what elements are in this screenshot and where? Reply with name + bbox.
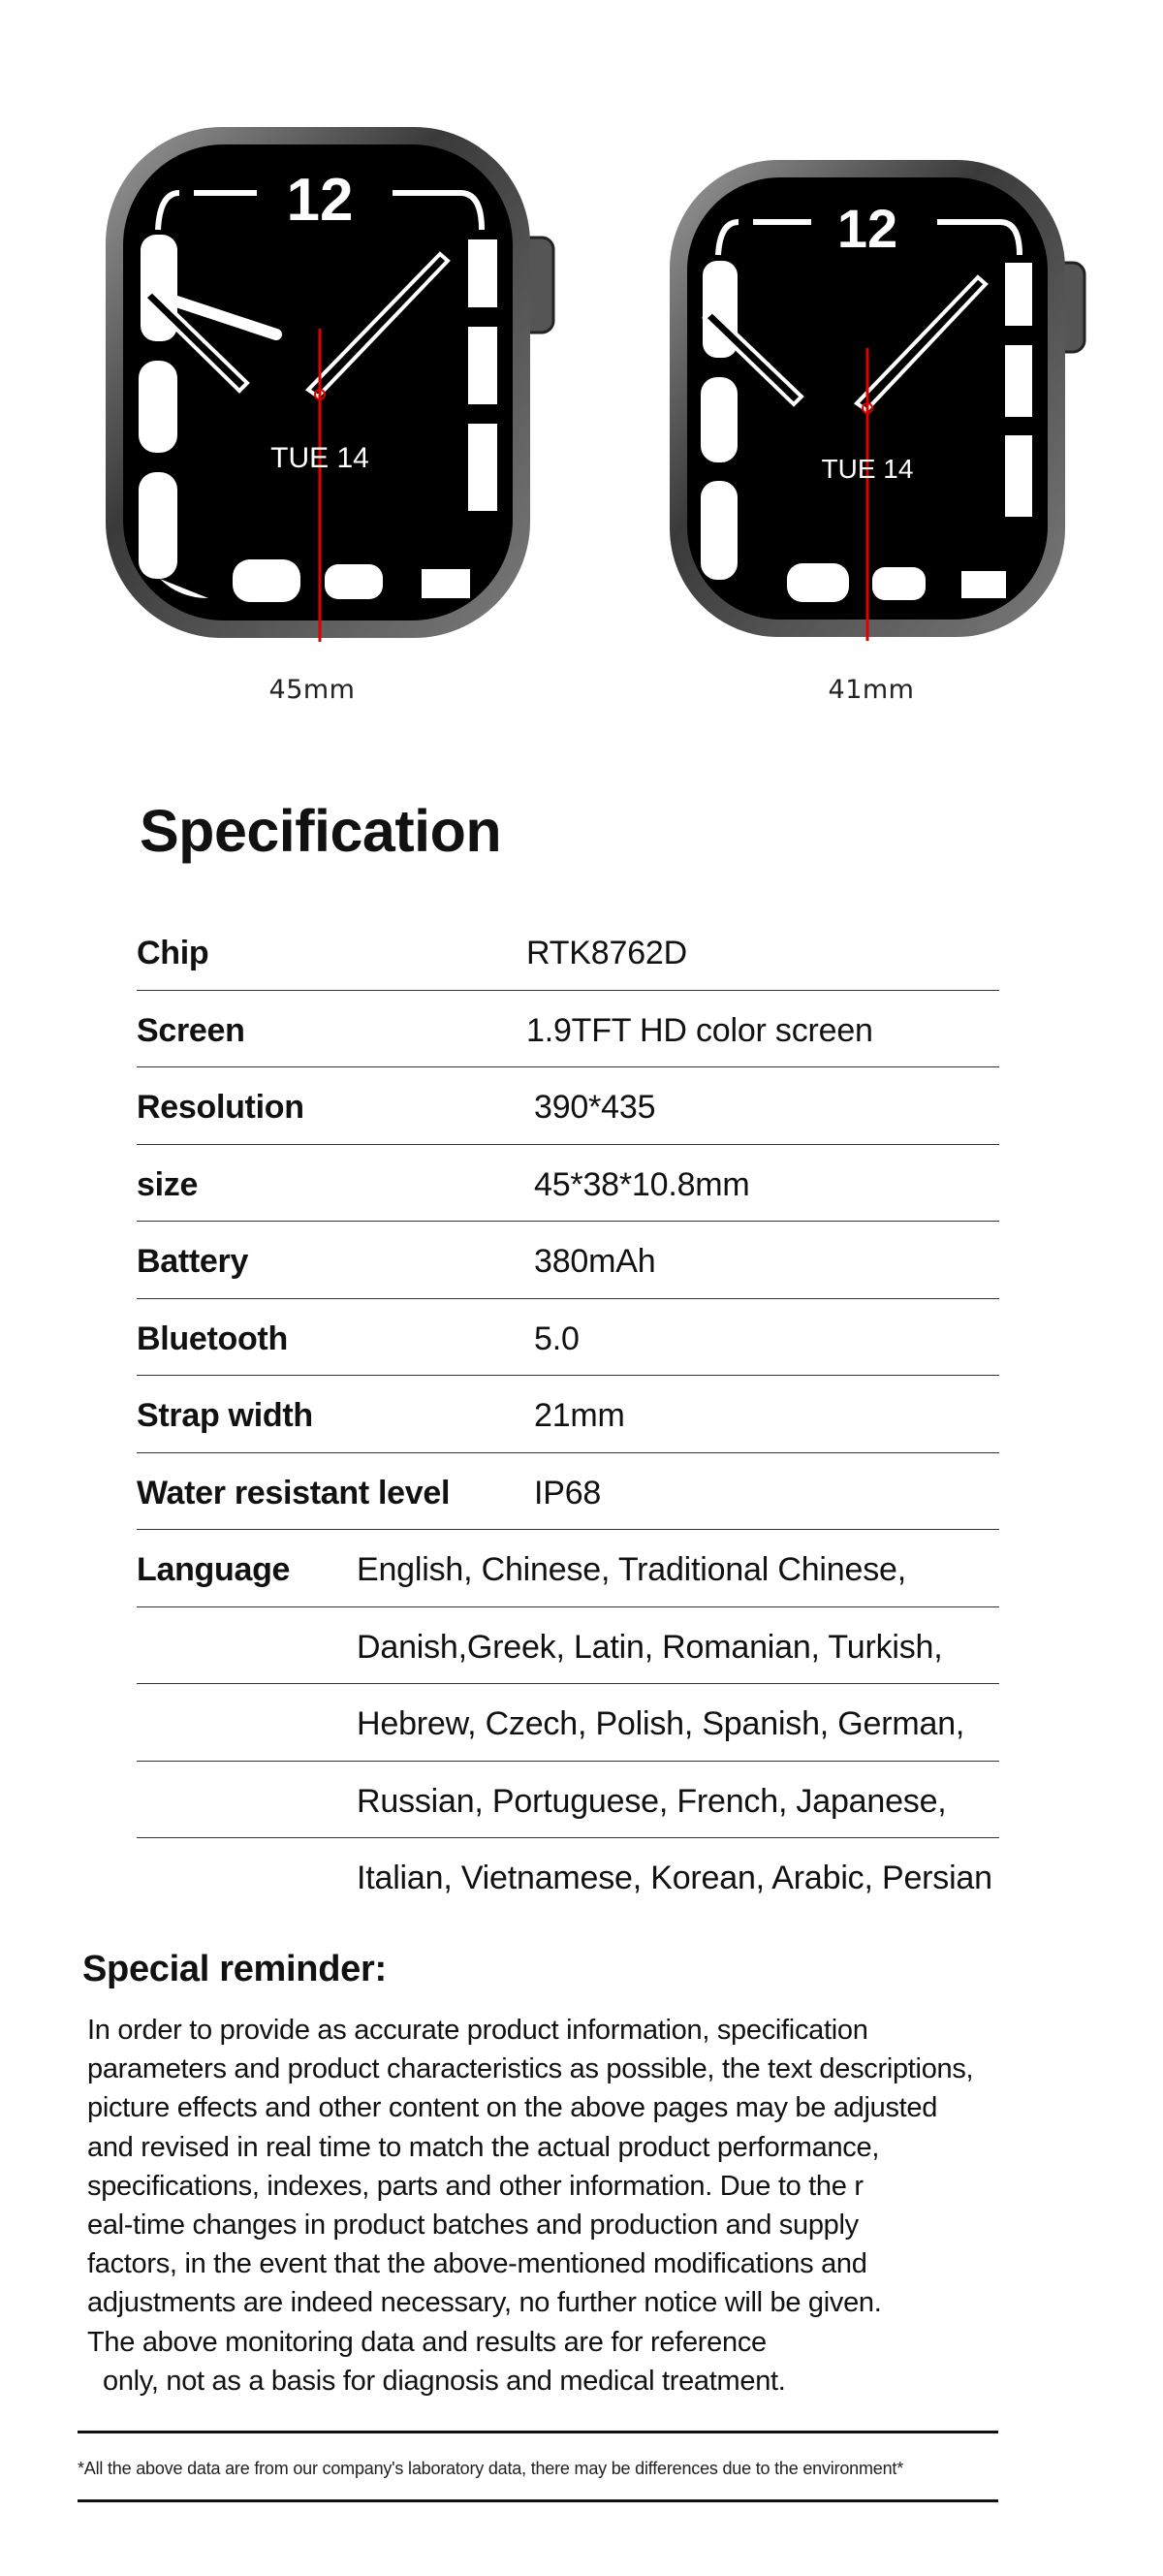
spec-row-language-cont [137, 1762, 999, 1839]
reminder-line: In order to provide as accurate product information, specification [87, 2015, 868, 2046]
reminder-line: adjustments are indeed necessary, no further notice will be given. [87, 2287, 882, 2319]
spec-value: 380mAh [534, 1243, 656, 1280]
watch-41mm-image [666, 156, 1087, 641]
spec-row-language-cont [137, 1607, 999, 1685]
footer-divider-bottom [78, 2499, 998, 2502]
reminder-line: The above monitoring data and results are for reference [87, 2326, 767, 2358]
spec-label: Bluetooth [137, 1320, 288, 1357]
spec-row-strap-width [137, 1376, 999, 1453]
spec-row-bluetooth [137, 1299, 999, 1377]
footer-disclaimer: *All the above data are from our company's laboratory data, there may be differences due to the environment* [78, 2459, 904, 2478]
spec-value: RTK8762D [526, 935, 687, 971]
watch-size-label-45: 45mm [268, 675, 356, 705]
spec-row-battery [137, 1222, 999, 1299]
specification-heading: Specification [140, 798, 502, 864]
spec-table [137, 913, 999, 1915]
spec-label: Water resistant level [137, 1474, 451, 1511]
reminder-line: eal-time changes in product batches and production and supply [87, 2210, 859, 2242]
spec-value: 390*435 [534, 1089, 656, 1126]
spec-value: Italian, Vietnamese, Korean, Arabic, Persian [357, 1860, 992, 1896]
spec-value: 45*38*10.8mm [534, 1165, 750, 1203]
spec-row-resolution [137, 1067, 999, 1145]
watch-face-illustration [102, 123, 557, 642]
spec-value: 1.9TFT HD color screen [526, 1011, 873, 1049]
spec-label: size [137, 1165, 199, 1203]
watch-size-label-41: 41mm [828, 675, 915, 705]
spec-row-language-cont [137, 1838, 999, 1915]
spec-label: Battery [137, 1243, 249, 1280]
svg-text:12: 12 [286, 167, 354, 234]
footer-divider-top [78, 2431, 998, 2433]
reminder-line: and revised in real time to match the actual product performance, [87, 2131, 880, 2163]
spec-row-screen [137, 991, 999, 1068]
reminder-line: specifications, indexes, parts and other information. Due to the r [87, 2170, 864, 2202]
spec-row-chip [137, 913, 999, 991]
watch-face-illustration [666, 156, 1087, 641]
spec-label: Strap width [137, 1397, 313, 1434]
spec-value: 21mm [534, 1397, 625, 1434]
spec-value: Russian, Portuguese, French, Japanese, [357, 1782, 947, 1820]
svg-text:TUE 14: TUE 14 [270, 442, 369, 474]
svg-text:12: 12 [836, 198, 898, 259]
svg-text:TUE 14: TUE 14 [821, 454, 914, 484]
spec-row-language-cont [137, 1684, 999, 1762]
spec-label: Chip [137, 935, 209, 971]
spec-value: 5.0 [534, 1320, 580, 1357]
spec-row-size [137, 1145, 999, 1223]
special-reminder-heading: Special reminder: [82, 1949, 387, 1989]
spec-label: Screen [137, 1011, 245, 1049]
spec-value: Hebrew, Czech, Polish, Spanish, German, [357, 1705, 965, 1742]
reminder-line: only, not as a basis for diagnosis and medical treatment. [103, 2365, 786, 2397]
watch-45mm-image [102, 123, 557, 642]
spec-value: Danish,Greek, Latin, Romanian, Turkish, [357, 1628, 943, 1666]
spec-row-language [137, 1530, 999, 1607]
spec-label: Language [137, 1551, 291, 1588]
reminder-line: factors, in the event that the above-mentioned modifications and [87, 2248, 867, 2280]
reminder-line: picture effects and other content on the above pages may be adjusted [87, 2092, 938, 2124]
spec-value: English, Chinese, Traditional Chinese, [357, 1551, 906, 1588]
spec-value: IP68 [534, 1474, 602, 1511]
spec-label: Resolution [137, 1089, 304, 1126]
reminder-line: parameters and product characteristics as possible, the text descriptions, [87, 2053, 974, 2085]
special-reminder-text [87, 2011, 973, 2401]
spec-row-water-resistance [137, 1453, 999, 1531]
